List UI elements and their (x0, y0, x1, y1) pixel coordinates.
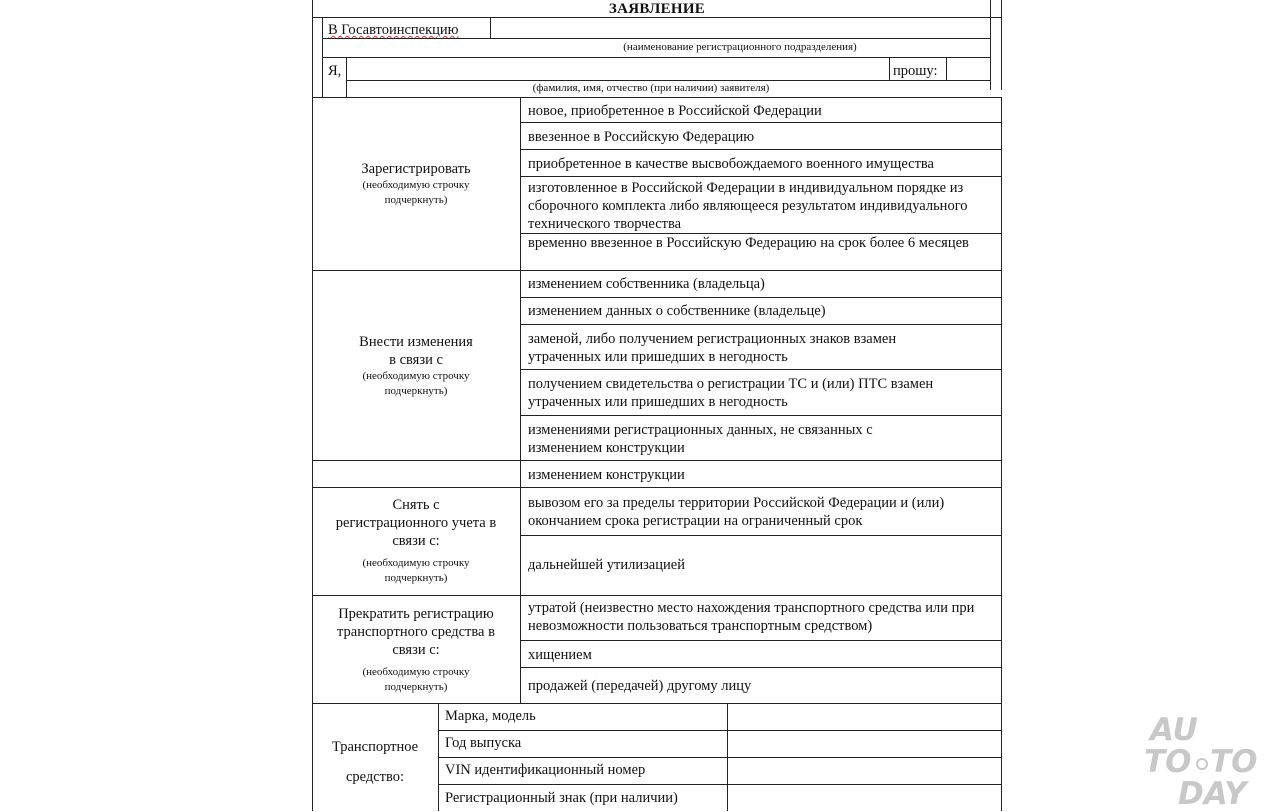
applicant-name-field[interactable] (348, 59, 888, 79)
terminate-option-theft[interactable]: хищением (528, 647, 592, 663)
section-register-label: Зарегистрировать (необходимую строчку подчеркнуть) (361, 161, 471, 206)
application-form (312, 0, 1002, 811)
to-hint: (наименование регистрационного подразделения) (623, 41, 857, 53)
register-option-individual[interactable]: изготовленное в Российской Федерации в индивидуальном порядке из сборочного комплекта либо являющееся результатом индивидуального технического творчества (528, 180, 968, 232)
register-option-military[interactable]: приобретенное в качестве высвобождаемого военного имущества (528, 156, 934, 172)
name-hint: (фамилия, имя, отчество (при наличии) заявителя) (532, 82, 770, 94)
registration-unit-field[interactable] (492, 19, 988, 37)
vehicle-field-make-model: Марка, модель (445, 708, 536, 724)
register-option-imported[interactable]: ввезенное в Российскую Федерацию (528, 129, 755, 145)
vehicle-field-vin: VIN идентификационный номер (445, 762, 646, 778)
make-model-input[interactable] (729, 705, 999, 729)
year-input[interactable] (729, 732, 999, 756)
deregister-option-disposal[interactable]: дальнейшей утилизацией (528, 557, 685, 573)
ask-label: прошу: (893, 63, 938, 79)
change-option-owner-data[interactable]: изменением данных о собственнике (владельце) (528, 303, 826, 319)
i-label: Я, (328, 63, 342, 79)
vin-input[interactable] (729, 759, 999, 783)
vehicle-field-year: Год выпуска (445, 735, 522, 751)
terminate-option-sale[interactable]: продажей (передачей) другому лицу (528, 678, 752, 694)
autotoday-watermark-logo: AU TO TO DAY (1144, 712, 1258, 812)
change-option-certificate[interactable]: получением свидетельства о регистрации ТС и (или) ПТС взамен утраченных или пришедших в негодность (528, 376, 934, 410)
register-option-temporary[interactable]: временно ввезенное в Российскую Федерацию на срок более 6 месяцев (528, 235, 969, 251)
change-option-reg-data[interactable]: изменениями регистрационных данных, не связанных с изменением конструкции (528, 422, 873, 456)
register-option-new[interactable]: новое, приобретенное в Российской Федерации (528, 103, 822, 119)
section-change-label: Внести изменения в связи с (необходимую строчку подчеркнуть) (359, 334, 473, 397)
change-option-owner[interactable]: изменением собственника (владельца) (528, 276, 765, 292)
vehicle-field-plate: Регистрационный знак (при наличии) (445, 790, 678, 806)
terminate-option-loss[interactable]: утратой (неизвестно место нахождения транспортного средства или при невозможности пользоваться транспортным средством) (528, 600, 975, 634)
form-title: ЗАЯВЛЕНИЕ (608, 1, 706, 17)
deregister-option-export[interactable]: вывозом его за пределы территории Российской Федерации и (или) окончанием срока регистрации на ограниченный срок (528, 495, 945, 529)
to-label: В Госавтоинспекцию (328, 22, 459, 38)
change-option-construction[interactable]: изменением конструкции (528, 467, 685, 483)
section-terminate-label: Прекратить регистрацию транспортного средства в связи с: (необходимую строчку подчеркнуть) (337, 606, 495, 693)
vehicle-label: Транспортное средство: (331, 739, 419, 785)
plate-input[interactable] (729, 786, 999, 810)
section-deregister-label: Снять с регистрационного учета в связи с: (необходимую строчку подчеркнуть) (335, 497, 497, 584)
change-option-plates[interactable]: заменой, либо получением регистрационных знаков взамен утраченных или пришедших в негодность (528, 331, 897, 365)
